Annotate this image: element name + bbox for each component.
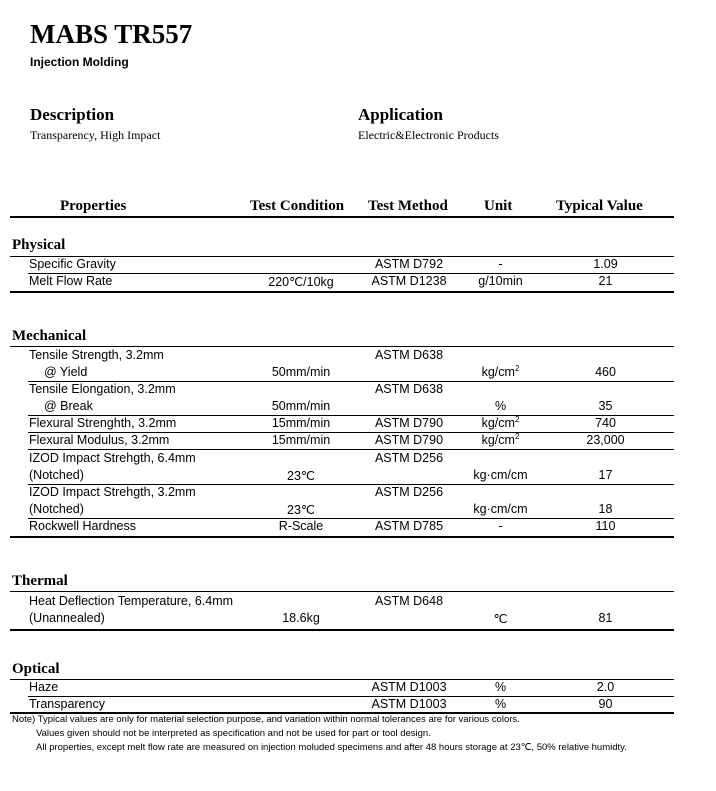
value-cell: 110	[595, 519, 616, 533]
value-cell: 17	[598, 468, 613, 482]
method-cell: ASTM D256	[374, 451, 444, 465]
condition-cell: 50mm/min	[271, 365, 331, 379]
table-row	[28, 348, 674, 365]
table-row	[28, 519, 674, 536]
method-cell: ASTM D790	[374, 433, 444, 447]
property-cell: IZOD Impact Strehgth, 6.4mm	[29, 451, 196, 465]
value-cell: 81	[598, 611, 613, 625]
property-cell: (Unannealed)	[29, 611, 105, 625]
note-line: All properties, except melt flow rate are measured on injection moluded specimens and after 48 hours storage at 23℃, 50% relative humidty.	[36, 742, 627, 753]
header-unit: Unit	[484, 198, 513, 214]
unit-cell	[453, 433, 548, 447]
group-rule-bottom	[10, 629, 674, 631]
value-cell: 1.09	[593, 257, 618, 271]
condition-cell: 220℃/10kg	[268, 275, 334, 289]
table-row	[28, 433, 674, 450]
group-rule-top	[10, 346, 674, 347]
note-line: Note) Typical values are only for material selection purpose, and variation within normal tolerances are for various colors.	[12, 714, 520, 725]
unit-text: kg/cm	[481, 433, 515, 447]
unit-text: kg/cm	[481, 416, 515, 430]
value-cell: 21	[598, 274, 613, 288]
condition-cell: 23℃	[287, 503, 315, 517]
table-row	[28, 416, 674, 433]
table-row	[28, 485, 674, 502]
property-cell: Transparency	[29, 697, 105, 711]
table-row	[28, 502, 674, 519]
table-row	[28, 594, 674, 611]
value-cell: 90	[598, 697, 613, 711]
unit-text: kg/cm	[481, 365, 515, 379]
header-typical-value: Typical Value	[556, 198, 643, 214]
value-cell: 35	[598, 399, 613, 413]
unit-cell: kg·cm/cm	[473, 502, 528, 516]
property-cell: Tensile Elongation, 3.2mm	[29, 382, 176, 396]
method-cell: ASTM D256	[374, 485, 444, 499]
group-thermal: Thermal	[12, 573, 68, 589]
property-cell: Melt Flow Rate	[29, 274, 113, 288]
table-row	[28, 451, 674, 468]
property-cell: Haze	[29, 680, 59, 694]
method-cell: ASTM D638	[374, 348, 444, 362]
table-row	[28, 680, 674, 697]
process-subtitle: Injection Molding	[30, 55, 129, 69]
table-row	[28, 365, 674, 382]
unit-cell: %	[494, 697, 507, 711]
application-heading: Application	[358, 105, 444, 124]
property-cell: IZOD Impact Strehgth, 3.2mm	[29, 485, 196, 499]
property-cell: Rockwell Hardness	[29, 519, 136, 533]
condition-cell: 15mm/min	[271, 433, 331, 447]
table-row	[28, 399, 674, 416]
value-cell: 18	[598, 502, 613, 516]
value-cell: 2.0	[596, 680, 615, 694]
table-row	[28, 382, 674, 399]
property-cell: @ Yield	[44, 365, 88, 379]
value-cell: 740	[595, 416, 616, 430]
unit-cell: %	[494, 399, 507, 413]
method-cell: ASTM D790	[374, 416, 444, 430]
note-line: Values given should not be interpreted as specification and not be used for part or tool design.	[36, 728, 431, 739]
unit-cell: %	[494, 680, 507, 694]
unit-cell: ℃	[493, 612, 508, 626]
condition-cell: 23℃	[287, 469, 315, 483]
product-title: MABS TR557	[30, 19, 193, 49]
property-cell: (Notched)	[29, 468, 84, 482]
row-rule	[28, 449, 674, 450]
value-cell: 460	[595, 365, 616, 379]
method-cell: ASTM D638	[374, 382, 444, 396]
unit-cell	[453, 416, 548, 430]
unit-cell	[453, 365, 548, 379]
table-row	[28, 611, 674, 628]
description-heading: Description	[30, 105, 115, 124]
unit-superscript: 2	[514, 364, 520, 373]
property-cell: (Notched)	[29, 502, 84, 516]
unit-superscript: 2	[514, 432, 520, 441]
condition-cell: R-Scale	[278, 519, 324, 533]
condition-cell: 15mm/min	[271, 416, 331, 430]
unit-cell: kg·cm/cm	[473, 468, 528, 482]
unit-cell: -	[498, 257, 503, 271]
header-rule	[10, 216, 674, 218]
property-cell: Flexural Modulus, 3.2mm	[29, 433, 170, 447]
description-text: Transparency, High Impact	[30, 128, 161, 142]
group-rule-bottom	[10, 536, 674, 538]
method-cell: ASTM D1003	[371, 680, 447, 694]
unit-cell: -	[498, 519, 503, 533]
value-cell: 23,000	[586, 433, 625, 447]
method-cell: ASTM D1003	[371, 697, 447, 711]
group-physical: Physical	[12, 237, 66, 253]
method-cell: ASTM D785	[374, 519, 444, 533]
table-row	[28, 468, 674, 485]
condition-cell: 18.6kg	[282, 611, 320, 625]
property-cell: Heat Deflection Temperature, 6.4mm	[29, 594, 234, 608]
property-cell: Flexural Strenghth, 3.2mm	[29, 416, 177, 430]
table-row	[28, 274, 674, 291]
group-rule-bottom	[10, 291, 674, 293]
unit-cell: g/10min	[478, 274, 523, 288]
table-row	[28, 257, 674, 274]
method-cell: ASTM D1238	[371, 274, 447, 288]
condition-cell: 50mm/min	[271, 399, 331, 413]
header-test-method: Test Method	[368, 198, 448, 214]
group-rule-top	[10, 591, 674, 592]
unit-superscript: 2	[514, 415, 520, 424]
property-cell: Specific Gravity	[29, 257, 116, 271]
application-text: Electric&Electronic Products	[358, 128, 499, 142]
header-test-condition: Test Condition	[250, 198, 345, 214]
method-cell: ASTM D792	[374, 257, 444, 271]
group-mechanical: Mechanical	[12, 328, 87, 344]
group-optical: Optical	[12, 661, 60, 677]
property-cell: @ Break	[44, 399, 93, 413]
method-cell: ASTM D648	[374, 594, 444, 608]
header-properties: Properties	[60, 198, 127, 214]
property-cell: Tensile Strength, 3.2mm	[29, 348, 164, 362]
